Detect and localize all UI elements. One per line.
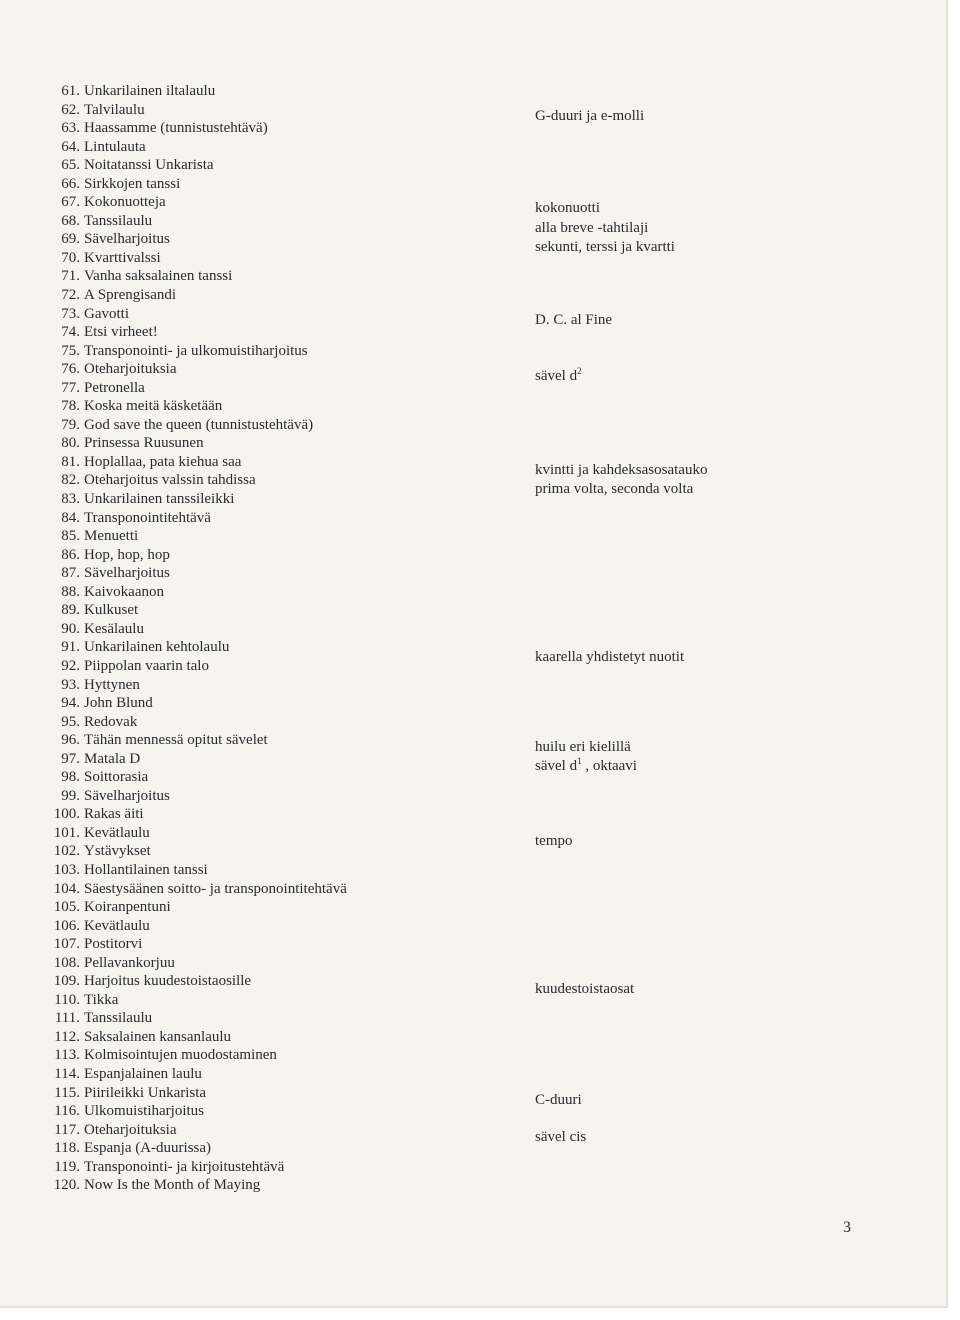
note-alla-breve: alla breve -tahtilaji: [535, 220, 649, 236]
note-sekunti: sekunti, terssi ja kvartti: [535, 239, 675, 255]
list-item: [0, 601, 520, 620]
list-item: [0, 1028, 520, 1047]
item-number: 66.: [61, 175, 80, 192]
list-item: [0, 842, 520, 861]
note-g-duuri: G-duuri ja e-molli: [535, 108, 645, 124]
note-kokonuotti: kokonuotti: [535, 200, 601, 216]
list-item: [0, 1176, 520, 1195]
item-number: 115.: [54, 1084, 80, 1101]
item-number: 67.: [61, 194, 80, 211]
list-item: [0, 657, 520, 676]
list-item: [0, 82, 520, 101]
note-savel-d1-text: sävel d: [535, 758, 578, 774]
item-number: 74.: [61, 324, 80, 341]
item-number: 100.: [53, 806, 80, 823]
item-number: 63.: [61, 120, 80, 137]
list-item: [0, 954, 520, 973]
item-number: 64.: [61, 138, 80, 155]
item-number: 73.: [61, 305, 80, 322]
item-number: 119.: [54, 1158, 80, 1175]
list-item: [0, 527, 520, 546]
item-title: Harjoitus kuudestoistaosille: [84, 973, 252, 990]
list-item: [0, 731, 520, 750]
list-item: [0, 212, 520, 231]
item-title: Transponointi- ja ulkomuistiharjoitus: [84, 342, 308, 359]
item-title: Etsi virheet!: [84, 324, 158, 341]
note-kuudestoistaosat: kuudestoistaosat: [535, 981, 635, 997]
item-number: 113.: [54, 1047, 80, 1064]
item-number: 81.: [61, 453, 80, 470]
item-title: Sävelharjoitus: [84, 787, 170, 804]
list-item: [0, 305, 520, 324]
item-title: Tähän mennessä opitut sävelet: [84, 732, 268, 749]
list-item: [0, 750, 520, 769]
list-item: [0, 342, 520, 361]
item-number: 89.: [61, 602, 80, 619]
item-title: Lintulauta: [84, 138, 146, 155]
list-item: [0, 286, 520, 305]
item-number: 87.: [61, 565, 80, 582]
item-title: Transponointi- ja kirjoitustehtävä: [84, 1158, 285, 1175]
item-number: 69.: [61, 231, 80, 248]
item-title: Hoplallaa, pata kiehua saa: [84, 453, 242, 470]
list-item: [0, 434, 520, 453]
contents-list: [0, 82, 520, 1195]
item-title: Kokonuotteja: [84, 194, 166, 211]
item-title: Säestysäänen soitto- ja transponointitehtävä: [84, 880, 347, 897]
list-item: [0, 676, 520, 695]
note-dc-al-fine: D. C. al Fine: [535, 312, 613, 328]
item-title: Postitorvi: [84, 936, 143, 953]
list-item: [0, 824, 520, 843]
list-item: [0, 991, 520, 1010]
list-item: [0, 267, 520, 286]
item-number: 65.: [61, 157, 80, 174]
item-number: 71.: [61, 268, 80, 285]
list-item: [0, 935, 520, 954]
list-item: [0, 193, 520, 212]
list-item: [0, 1065, 520, 1084]
item-number: 88.: [61, 583, 80, 600]
item-title: Sävelharjoitus: [84, 231, 170, 248]
item-title: Menuetti: [84, 528, 139, 545]
list-item: [0, 1121, 520, 1140]
item-number: 94.: [61, 695, 80, 712]
item-title: Noitatanssi Unkarista: [84, 157, 214, 174]
item-number: 107.: [53, 936, 80, 953]
list-item: [0, 972, 520, 991]
item-title: Talvilaulu: [84, 101, 145, 118]
item-title: Petronella: [84, 379, 145, 396]
item-number: 116.: [54, 1103, 80, 1120]
item-number: 77.: [61, 379, 80, 396]
item-title: Hyttynen: [84, 676, 140, 693]
item-title: Oteharjoituksia: [84, 1121, 177, 1138]
item-number: 112.: [54, 1028, 80, 1045]
list-item: [0, 1046, 520, 1065]
item-title: Kolmisointujen muodostaminen: [84, 1047, 277, 1064]
item-title: Ystävykset: [84, 843, 151, 860]
item-title: A Sprengisandi: [84, 287, 177, 304]
page-number: 3: [843, 1219, 851, 1236]
item-number: 97.: [61, 750, 80, 767]
item-number: 109.: [53, 973, 80, 990]
item-title: Koiranpentuni: [84, 899, 171, 916]
note-savel-cis: sävel cis: [535, 1129, 587, 1145]
item-title: Unkarilainen iltalaulu: [84, 83, 216, 99]
item-title: Kvarttivalssi: [84, 249, 161, 266]
item-title: Matala D: [84, 750, 141, 767]
item-title: Prinsessa Ruusunen: [84, 435, 204, 452]
item-number: 103.: [53, 861, 80, 878]
item-title: Kulkuset: [84, 602, 139, 619]
item-number: 110.: [54, 991, 80, 1008]
list-item: [0, 564, 520, 583]
item-number: 111.: [54, 1010, 80, 1027]
list-item: [0, 397, 520, 416]
list-item: [0, 1139, 520, 1158]
list-item: [0, 1102, 520, 1121]
list-item: [0, 249, 520, 268]
item-title: Now Is the Month of Maying: [84, 1177, 261, 1194]
list-item: [0, 471, 520, 490]
note-prima-volta: prima volta, seconda volta: [535, 481, 694, 497]
item-title: Koska meitä käsketään: [84, 398, 223, 415]
list-item: [0, 490, 520, 509]
list-item: [0, 880, 520, 899]
item-title: Soittorasia: [84, 769, 149, 786]
item-title: Gavotti: [84, 305, 129, 322]
item-title: Hollantilainen tanssi: [84, 861, 208, 878]
item-title: Kesälaulu: [84, 620, 144, 637]
note-savel-d2-text: sävel d: [535, 368, 578, 384]
item-title: Kevätlaulu: [84, 917, 150, 934]
list-item: [0, 119, 520, 138]
item-title: Hop, hop, hop: [84, 546, 170, 563]
list-item: [0, 787, 520, 806]
item-number: 83.: [61, 491, 80, 508]
item-number: 85.: [61, 528, 80, 545]
note-c-duuri: C-duuri: [535, 1092, 582, 1108]
note-savel-d2: [535, 367, 582, 386]
list-item: [0, 138, 520, 157]
item-number: 70.: [61, 249, 80, 266]
item-title: Tanssilaulu: [84, 1010, 153, 1027]
item-number: 84.: [61, 509, 80, 526]
list-item: [0, 101, 520, 120]
list-item: [0, 453, 520, 472]
item-number: 95.: [61, 713, 80, 730]
item-title: Rakas äiti: [84, 806, 144, 823]
list-item: [0, 546, 520, 565]
item-number: 68.: [61, 212, 80, 229]
item-title: John Blund: [84, 695, 153, 712]
note-savel-d2-sup: 2: [577, 366, 582, 376]
item-title: Transponointitehtävä: [84, 509, 211, 526]
item-title: Pellavankorjuu: [84, 954, 175, 971]
item-number: 98.: [61, 769, 80, 786]
item-title: Piippolan vaarin talo: [84, 657, 209, 674]
item-title: Unkarilainen kehtolaulu: [84, 639, 230, 656]
item-number: 86.: [61, 546, 80, 563]
item-number: 114.: [54, 1065, 80, 1082]
item-title: God save the queen (tunnistustehtävä): [84, 416, 314, 433]
item-number: 91.: [61, 639, 80, 656]
item-title: Oteharjoitus valssin tahdissa: [84, 472, 256, 489]
list-item: [0, 638, 520, 657]
item-title: Sävelharjoitus: [84, 565, 170, 582]
note-kvintti: kvintti ja kahdeksasosatauko: [535, 462, 708, 478]
list-item: [0, 917, 520, 936]
note-kaarella: kaarella yhdistetyt nuotit: [535, 649, 685, 665]
item-number: 102.: [53, 843, 80, 860]
list-item: [0, 156, 520, 175]
item-title: Redovak: [84, 713, 138, 730]
list-item: [0, 175, 520, 194]
item-title: Oteharjoituksia: [84, 361, 177, 378]
note-savel-d1-rest: , oktaavi: [581, 758, 637, 774]
list-item: [0, 379, 520, 398]
note-tempo: tempo: [535, 833, 573, 849]
list-item: [0, 323, 520, 342]
item-title: Espanja (A-duurissa): [84, 1140, 212, 1157]
item-number: 80.: [61, 435, 80, 452]
item-number: 92.: [61, 657, 80, 674]
note-savel-d1: [535, 757, 637, 776]
list-item: [0, 620, 520, 639]
item-title: Tanssilaulu: [84, 212, 153, 229]
list-item: [0, 583, 520, 602]
item-number: 117.: [54, 1121, 80, 1138]
item-title: Vanha saksalainen tanssi: [84, 268, 233, 285]
list-item: [0, 694, 520, 713]
list-item: [0, 713, 520, 732]
list-item: [0, 360, 520, 379]
item-title: Unkarilainen tanssileikki: [84, 491, 235, 508]
list-item: [0, 768, 520, 787]
list-item: [0, 1084, 520, 1103]
item-number: 101.: [53, 824, 80, 841]
item-number: 108.: [53, 954, 80, 971]
list-item: [0, 509, 520, 528]
item-number: 79.: [61, 416, 80, 433]
list-item: [0, 230, 520, 249]
item-title: Espanjalainen laulu: [84, 1065, 202, 1082]
item-number: 105.: [53, 899, 80, 916]
item-number: 90.: [61, 620, 80, 637]
item-number: 62.: [61, 101, 80, 118]
item-number: 104.: [53, 880, 80, 897]
item-title: Kevätlaulu: [84, 824, 150, 841]
list-item: [0, 416, 520, 435]
list-item: [0, 1009, 520, 1028]
item-title: Piirileikki Unkarista: [84, 1084, 207, 1101]
list-item: [0, 898, 520, 917]
item-number: 106.: [53, 917, 80, 934]
item-number: 61.: [61, 83, 80, 99]
item-title: Saksalainen kansanlaulu: [84, 1028, 232, 1045]
note-savel-d1-sup: 1: [577, 756, 582, 766]
item-number: 82.: [61, 472, 80, 489]
list-item: [0, 861, 520, 880]
item-title: Tikka: [84, 991, 119, 1008]
item-number: 118.: [54, 1140, 80, 1157]
item-number: 78.: [61, 398, 80, 415]
item-title: Kaivokaanon: [84, 583, 164, 600]
item-number: 75.: [61, 342, 80, 359]
item-title: Haassamme (tunnistustehtävä): [84, 120, 268, 137]
item-number: 120.: [53, 1177, 80, 1194]
item-title: Ulkomuistiharjoitus: [84, 1103, 204, 1120]
item-number: 72.: [61, 287, 80, 304]
item-number: 76.: [61, 361, 80, 378]
item-number: 96.: [61, 732, 80, 749]
list-item: [0, 805, 520, 824]
item-number: 99.: [61, 787, 80, 804]
list-item: [0, 1158, 520, 1177]
item-number: 93.: [61, 676, 80, 693]
note-huilu: huilu eri kielillä: [535, 739, 631, 755]
item-title: Sirkkojen tanssi: [84, 175, 181, 192]
